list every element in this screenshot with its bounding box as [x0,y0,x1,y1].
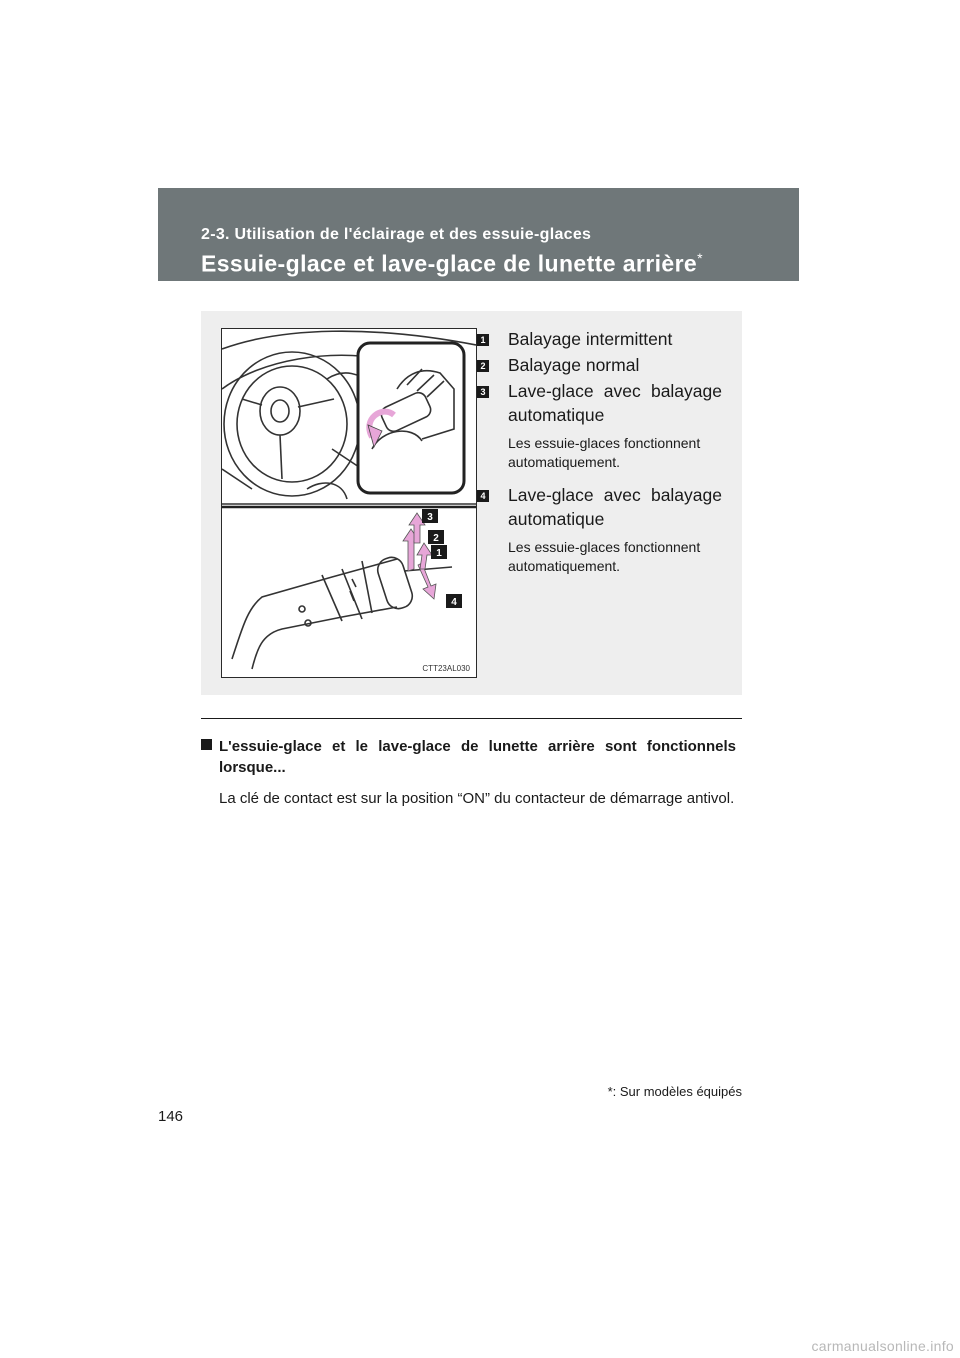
watermark: carmanualsonline.info [811,1338,954,1354]
page-title [201,250,703,278]
step-list [477,327,722,576]
step-label: Lave-glace avec balayage automatique [508,485,722,529]
page-title-text: Essuie-glace et lave-glace de lunette arrière [201,250,698,277]
step-number: 2 [477,360,489,372]
step-item [477,379,722,472]
callout-3: 3 [427,512,433,523]
lever-sketch [232,554,452,669]
step-description: Les essuie-glaces fonctionnent automatiquement. [508,539,701,574]
step-description: Les essuie-glaces fonctionnent automatiquement. [508,435,701,470]
footnote [608,1084,742,1099]
step-number: 4 [477,490,489,502]
callout-4: 4 [451,597,457,608]
wiper-lever-figure [221,328,477,678]
step-label: Lave-glace avec balayage automatique [508,381,722,425]
page-number: 146 [158,1108,184,1125]
figure-code: CTT23AL030 [422,664,470,673]
footnote-text: : Sur modèles équipés [612,1084,742,1099]
step-item [477,353,722,377]
note-body: La clé de contact est sur la position “ON” du contacteur de démarrage antivol. [219,790,735,807]
step-item [477,327,722,351]
section-label: 2-3. Utilisation de l'éclairage et des essuie-glaces [201,226,592,243]
square-bullet-icon [201,739,212,750]
callout-1: 1 [436,548,442,559]
callout-2: 2 [433,533,439,544]
section-divider [201,718,742,719]
wiper-lever-illustration [222,329,476,677]
step-number: 1 [477,334,489,346]
step-item [477,483,722,576]
zoom-inset [358,343,464,493]
step-number: 3 [477,386,489,398]
note-block [201,736,736,809]
step-label: Balayage normal [508,355,640,375]
note-heading-text: L'essuie-glace et le lave-glace de lunette arrière sont fonctionnels lorsque... [219,738,736,776]
title-asterisk: * [697,250,703,266]
step-label: Balayage intermittent [508,329,673,349]
note-heading [201,736,736,778]
footnote-asterisk: * [607,1084,613,1099]
